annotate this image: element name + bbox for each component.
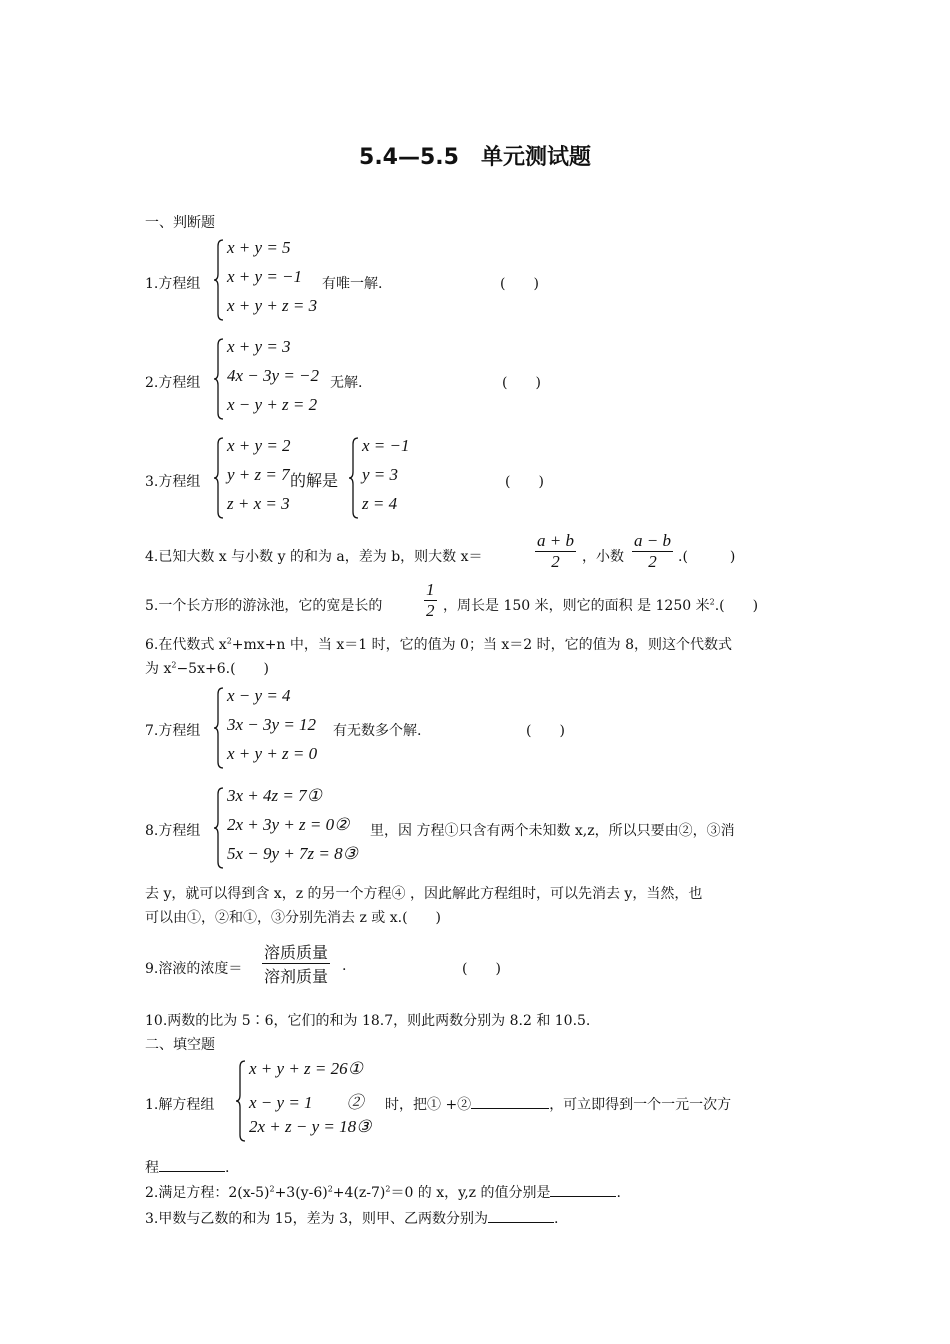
section-heading-fill-in: 二、填空题 <box>145 1037 215 1053</box>
q4-text: 4.已知大数 x 与小数 y 的和为 a，差为 b，则大数 x＝ <box>145 549 483 565</box>
q3-eq-2: y + z = 7 <box>227 465 290 484</box>
left-brace-icon <box>213 436 225 520</box>
q5-frac-num: 1 <box>426 580 435 599</box>
q5-end: ，周长是 150 米，则它的面积 是 1250 米$^2$.( ) <box>443 597 759 614</box>
q4-frac2-num: a − b <box>634 531 671 550</box>
q6-line-2: 为 $x^2-5x+6$.( ) <box>145 660 269 677</box>
page-title: 5.4—5.5 单元测试题 <box>359 145 591 170</box>
q7-eq-3: x + y + z = 0 <box>227 744 318 763</box>
q9-answer-paren[interactable]: ( ) <box>462 961 501 977</box>
q8-suffix: 里，因 方程①只含有两个未知数 x,z，所以只要由②，③消 <box>370 823 735 839</box>
q3-sol-3: z = 4 <box>362 494 398 513</box>
left-brace-icon <box>213 786 225 870</box>
q2-eq-3: x − y + z = 2 <box>227 395 318 414</box>
q4-frac1-den: 2 <box>551 552 560 571</box>
q7-eq-1: x − y = 4 <box>227 686 291 705</box>
f1-eq-2: x − y = 1 ② <box>249 1093 364 1112</box>
q7-prefix: 7.方程组 <box>145 723 201 739</box>
q8-eq-1: 3x + 4z = 7① <box>227 786 322 805</box>
section-heading-judgement: 一、判断题 <box>145 215 215 231</box>
q7-suffix: 有无数多个解. <box>333 723 422 739</box>
q3-solution-system <box>348 436 428 520</box>
q8-eq-3: 5x − 9y + 7z = 8③ <box>227 844 358 863</box>
q4-frac1-num: a + b <box>537 531 574 550</box>
q8-equation-system <box>213 786 363 870</box>
f3-blank[interactable] <box>488 1222 554 1223</box>
left-brace-icon <box>348 436 360 520</box>
left-brace-icon <box>213 238 225 322</box>
q9-frac-den: 溶剂质量 <box>264 967 329 986</box>
q1-suffix: 有唯一解. <box>322 276 383 292</box>
f1-eq-3: 2x + z − y = 18③ <box>249 1117 372 1136</box>
q1-prefix: 1.方程组 <box>145 276 201 292</box>
q5-text: 5.一个长方形的游泳池，它的宽是长的 <box>145 598 383 614</box>
q10-text: 10.两数的比为 5∶6，它们的和为 18.7，则此两数分别为 8.2 和 10.5. <box>145 1013 591 1029</box>
q2-equation-system <box>213 337 333 421</box>
q3-answer-paren[interactable]: ( ) <box>505 474 544 490</box>
f1-equation-system <box>235 1059 385 1143</box>
f1-prefix: 1.解方程组 <box>145 1097 215 1113</box>
f3-text: 3.甲数与乙数的和为 15，差为 3，则甲、乙两数分别为 . <box>145 1211 559 1227</box>
f1-blank-2[interactable] <box>159 1171 225 1172</box>
f2-blank[interactable] <box>550 1196 616 1197</box>
q3-eq-1: x + y = 2 <box>227 436 291 455</box>
q7-equation-system <box>213 686 333 770</box>
q2-eq-2: 4x − 3y = −2 <box>227 366 320 385</box>
q5-frac-den: 2 <box>426 601 435 620</box>
q4-frac2-den: 2 <box>648 552 657 571</box>
q7-answer-paren[interactable]: ( ) <box>526 723 565 739</box>
q8-prefix: 8.方程组 <box>145 823 201 839</box>
q4-end: .( ) <box>678 549 736 565</box>
q3-sol-1: x = −1 <box>362 436 410 455</box>
q1-eq-2: x + y = −1 <box>227 267 303 286</box>
q6-line-1: 6.在代数式 $x^2+mx+n$ 中，当 x＝1 时，它的值为 0；当 x＝2 时，它的值为 8，则这个代数式 <box>145 636 733 653</box>
f2-text: 2.满足方程：$2(x-5)^2+3(y-6)^2+4(z-7)^2=0$ 的 x，y,z 的值分别是 . <box>145 1184 621 1201</box>
q3-middle: 的解是 <box>290 471 339 490</box>
q1-eq-3: x + y + z = 3 <box>227 296 318 315</box>
f1-line-2: 程 . <box>145 1160 230 1176</box>
q7-eq-2: 3x − 3y = 12 <box>227 715 317 734</box>
q2-suffix: 无解. <box>330 375 363 391</box>
q3-eq-3: z + x = 3 <box>227 494 290 513</box>
q8-line-3: 可以由①，②和①，③分别先消去 z 或 x.( ) <box>145 910 441 926</box>
left-brace-icon <box>213 337 225 421</box>
left-brace-icon <box>213 686 225 770</box>
q2-prefix: 2.方程组 <box>145 375 201 391</box>
q4-fraction-1 <box>535 531 576 572</box>
q9-end: . <box>342 958 347 974</box>
q8-line-2: 去 y，就可以得到含 x，z 的另一个方程④ ，因此解此方程组时，可以先消去 y，当然，也 <box>145 886 703 902</box>
q4-fraction-2 <box>632 531 673 572</box>
q5-fraction <box>424 580 437 621</box>
q1-answer-paren[interactable]: ( ) <box>500 276 539 292</box>
q9-prefix: 9.溶液的浓度＝ <box>145 961 243 977</box>
q9-frac-num: 溶质质量 <box>262 940 330 964</box>
f1-suffix: 时，把① +② ，可立即得到一个一元一次方 <box>385 1097 732 1113</box>
q4-mid: ，小数 <box>582 549 624 565</box>
q3-prefix: 3.方程组 <box>145 474 201 490</box>
q1-equation-system <box>213 238 333 322</box>
q2-answer-paren[interactable]: ( ) <box>502 375 541 391</box>
q1-eq-1: x + y = 5 <box>227 238 291 257</box>
f1-eq-1: x + y + z = 26① <box>249 1059 363 1078</box>
q8-eq-2: 2x + 3y + z = 0② <box>227 815 350 834</box>
f1-blank-1[interactable] <box>471 1108 549 1109</box>
q3-sol-2: y = 3 <box>362 465 399 484</box>
left-brace-icon <box>235 1059 247 1143</box>
q9-fraction <box>262 940 330 987</box>
q2-eq-1: x + y = 3 <box>227 337 291 356</box>
